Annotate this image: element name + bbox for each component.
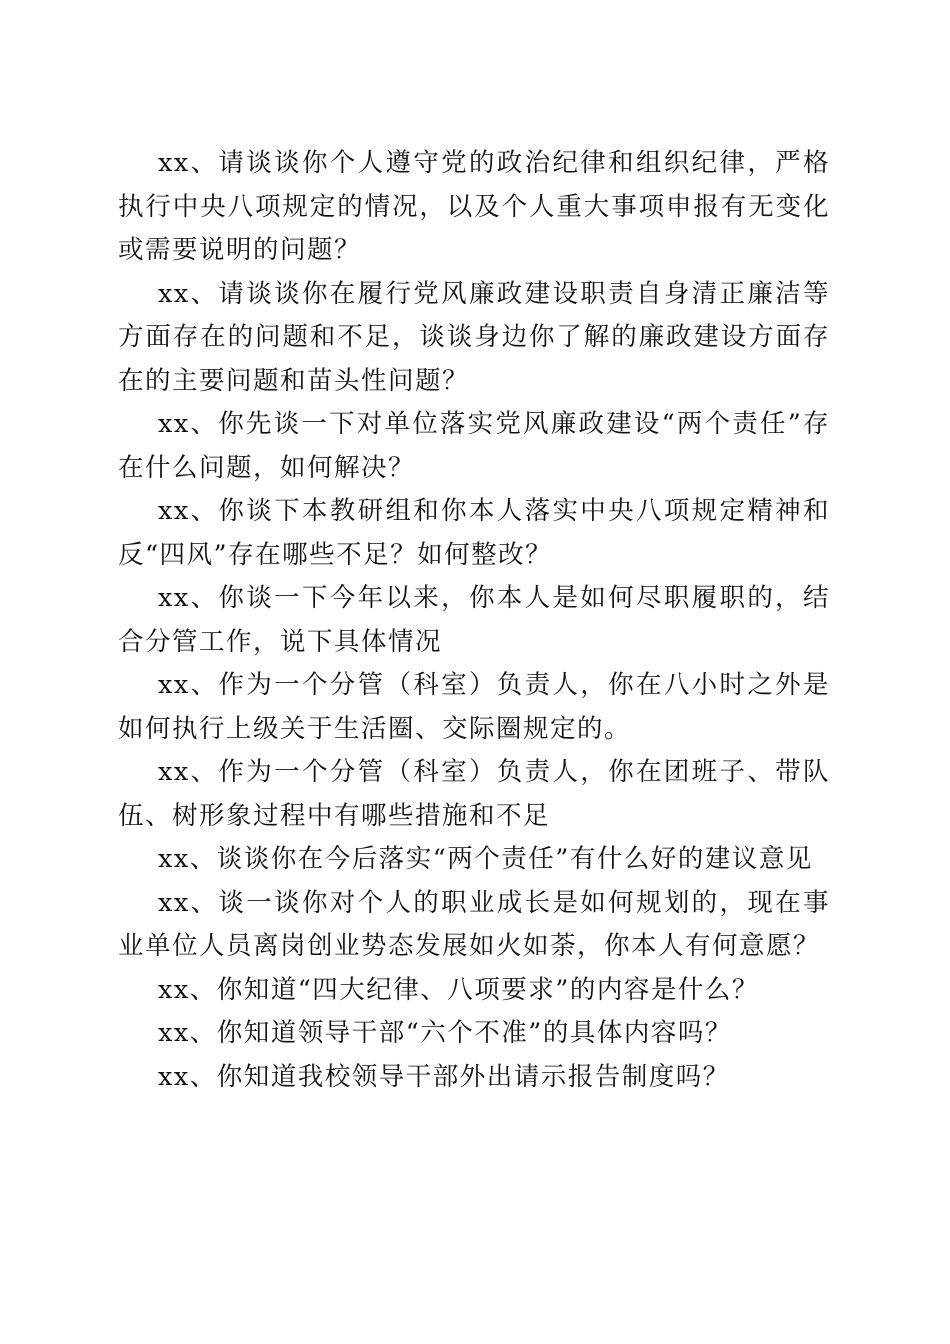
question-paragraph-1: xx、请谈谈你个人遵守党的政治纪律和组织纪律，严格执行中央八项规定的情况，以及个人重大事项申报有无变化或需要说明的问题？ [118, 148, 830, 265]
question-paragraph-6: xx、作为一个分管（科室）负责人，你在八小时之外是如何执行上级关于生活圈、交际圈规定的。 [118, 670, 830, 744]
question-paragraph-2: xx、请谈谈你在履行党风廉政建设职责自身清正廉洁等方面存在的问题和不足，谈谈身边你了解的廉政建设方面存在的主要问题和苗头性问题？ [118, 278, 830, 396]
question-paragraph-4: xx、你谈下本教研组和你本人落实中央八项规定精神和反“四风”存在哪些不足？如何整改？ [118, 496, 830, 570]
question-paragraph-9: xx、谈一谈你对个人的职业成长是如何规划的，现在事业单位人员离岗创业势态发展如火如荼，你本人有何意愿？ [118, 887, 830, 961]
question-paragraph-3: xx、你先谈一下对单位落实党风廉政建设“两个责任”存在什么问题，如何解决？ [118, 409, 830, 483]
question-paragraph-8: xx、谈谈你在今后落实“两个责任”有什么好的建议意见 [158, 844, 813, 874]
question-paragraph-12: xx、你知道我校领导干部外出请示报告制度吗？ [158, 1061, 730, 1092]
document-body [118, 142, 830, 1099]
question-paragraph-10: xx、你知道“四大纪律、八项要求”的内容是什么？ [158, 974, 759, 1005]
question-paragraph-7: xx、作为一个分管（科室）负责人，你在团班子、带队伍、树形象过程中有哪些措施和不足 [118, 757, 830, 831]
question-paragraph-11: xx、你知道领导干部“六个不准”的具体内容吗？ [158, 1018, 732, 1048]
question-paragraph-5: xx、你谈一下今年以来，你本人是如何尽职履职的，结合分管工作，说下具体情况 [118, 583, 830, 657]
